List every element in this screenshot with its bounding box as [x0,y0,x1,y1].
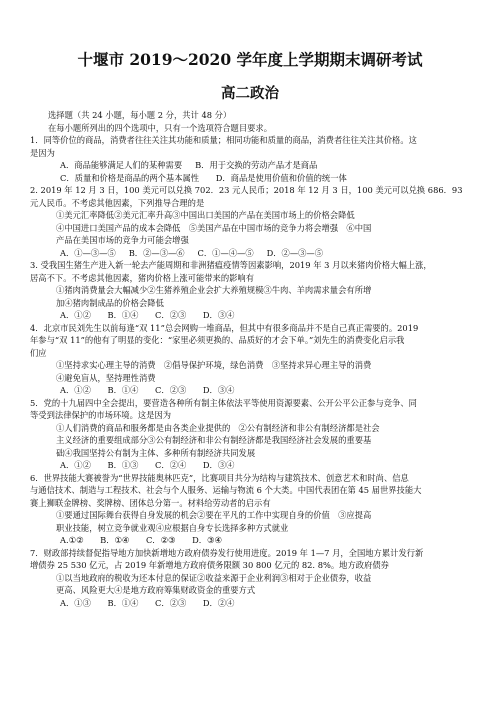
question-item-line: ①美元汇率降低②美元汇率升高③中国出口美国的产品在美国市场上的价格会降低 [56,210,355,220]
question-item-line: 主义经济的重要组成部分③公有制经济和非公有制经济都是我国经济社会发展的重要基 [56,435,372,445]
question-block [30,134,470,184]
question-stem-line: 居高不下。不考虑其他因素，猪肉价格上涨可能带来的影响有 [30,272,255,283]
question-item-line: 础④我国坚持公有制为主体、多种所有制经济共同发展 [56,447,256,458]
question-item-line: 职业技能，树立竞争就业观④应根据自身专长选择多种方式就业 [56,522,289,533]
instruction-line: 选择题（共 24 小题，每小题 2 分，共计 48 分） [48,110,232,120]
question-stem-line: 是因为 [30,147,55,158]
question-item-line: ①猪肉消费量会大幅减少②生猪养殖企业会扩大养殖规模③牛肉、羊肉需求量会有所增 [56,285,372,295]
exam-subtitle: 高二政治 [221,85,279,102]
exam-title: 十堰市 2019～2020 学年度上学期期末调研考试 [77,50,423,69]
question-stem-line: 3. 受我国生猪生产进入新一轮去产能周期和非洲猪瘟疫情等因素影响，2019 年 3 月以来猪肉价格大幅上涨， [30,260,432,270]
question-item-line: ①以当地政府的税收为还本付息的保证②收益来源于企业利润③相对于企业债券，收益 [56,572,372,583]
question-stem-line: 2. 2019 年 12 月 3 日，100 美元可以兑换 702．23 元人民币；2018 年 12 月 3 日，100 美元可以兑换 686．93 [30,185,463,195]
question-block [30,472,470,547]
question-stem-line: 们应 [30,347,47,358]
question-choices-line: A.①② B．①④ C．②③ D．③④ [60,535,222,545]
question-item-line: ①要通过国际舞台获得自身发展的机会②要在平凡的工作中实现自身的价值 ③应提高 [56,510,372,520]
question-choices-line: A．商品能够满足人们的某种需要 B．用于交换的劳动产品才是商品 [60,160,318,170]
question-item-line: ④避免盲从，坚持理性消费 [56,372,156,383]
question-stem-line: 增债券 25 530 亿元，占 2019 年新增地方政府债务限额 30 800 亿元的 82. 8%。地方政府债券 [30,560,389,570]
question-choices-line: A．①② B．①④ C．②③ D．③④ [60,310,235,320]
question-block [30,259,470,322]
instructions [30,109,470,134]
question-stem-line: 等受到法律保护的市场环境。这是因为 [30,410,172,420]
question-stem-line: 赛上狮联金牌榜、奖牌榜、团体总分第一。材料给劳动者的启示有 [30,497,271,508]
question-choices-line: C．质量和价格是商品的两个基本属性 D．商品是使用价值和价值的统一体 [60,172,347,183]
question-stem-line: 与通信技术、制造与工程技术、社会与个人服务、运输与物流 6 个大类。中国代表团在第 45 届世界技能大 [30,485,422,495]
question-choices-line: A．①③ B．①④ C．②③ D．②④ [60,597,235,608]
question-item-line: 更高、风险更大④是地方政府筹集财政资金的重要方式 [56,585,256,595]
question-stem-line: 1．同等价位的商品，消费者往往关注其功能和质量；相同功能和质量的商品，消费者往往关注其价格。这 [30,135,417,145]
question-item-line: 加④猪肉制成品的价格会降低 [56,297,164,308]
question-choices-line: A．①② B．①④ C．②③ D．③④ [60,385,235,395]
question-block [30,184,470,259]
question-item-line: ①人们消费的商品和服务都是由各类企业提供的 ②公有制经济和非公有制经济都是社会 [56,422,380,433]
question-stem-line: 6．世界技能大赛被誉为“世界技能奥林匹克”，比赛项目共分为结构与建筑技术、创意艺术和时尚、信息 [30,472,409,483]
question-stem-line: 4．北京市民刘先生以前每逢“双 11”总会网购一堆商品，但其中有很多商品并不是自己真正需要的。2019 [30,322,419,333]
question-choices-line: A．①② B．①③ C．②④ D．③④ [60,460,235,470]
question-choices-line: A．①—③—⑤ B．②—③—⑥ C．①—④—⑤ D．②—③—⑤ [60,247,324,258]
question-block [30,397,470,472]
question-stem-line: 年参与“双 11”的他有了明显的变化：“家里必须更换的、品质好的才会下单。”刘先生的消费变化启示我 [30,335,405,345]
question-stem-line: 元人民币。不考虑其他因素，下列推导合理的是 [30,197,205,208]
question-item-line: ④中国进口美国产品的成本会降低 ⑤美国产品在中国市场的竞争力将会增强 ⑥中国 [56,222,372,233]
question-list [30,134,470,609]
question-item-line: ①坚持求实心理主导的消费 ②倡导保护环境，绿色消费 ③坚持求异心理主导的消费 [56,360,372,370]
question-block [30,322,470,397]
question-block [30,547,470,610]
question-stem-line: 7．财政部持续督促指导地方加快新增地方政府债券发行使用进度。2019 年 1—7 月，全国地方累计发行新 [30,547,424,558]
question-item-line: 产品在美国市场的竞争力可能会增强 [56,235,189,245]
question-stem-line: 5．党的十九届四中全会提出，要营造各种所有制主体依法平等使用资源要素、公开公平公正参与竞争、同 [30,397,417,408]
instruction-line: 在每小题所列出的四个选项中，只有一个选项符合题目要求。 [48,122,273,133]
